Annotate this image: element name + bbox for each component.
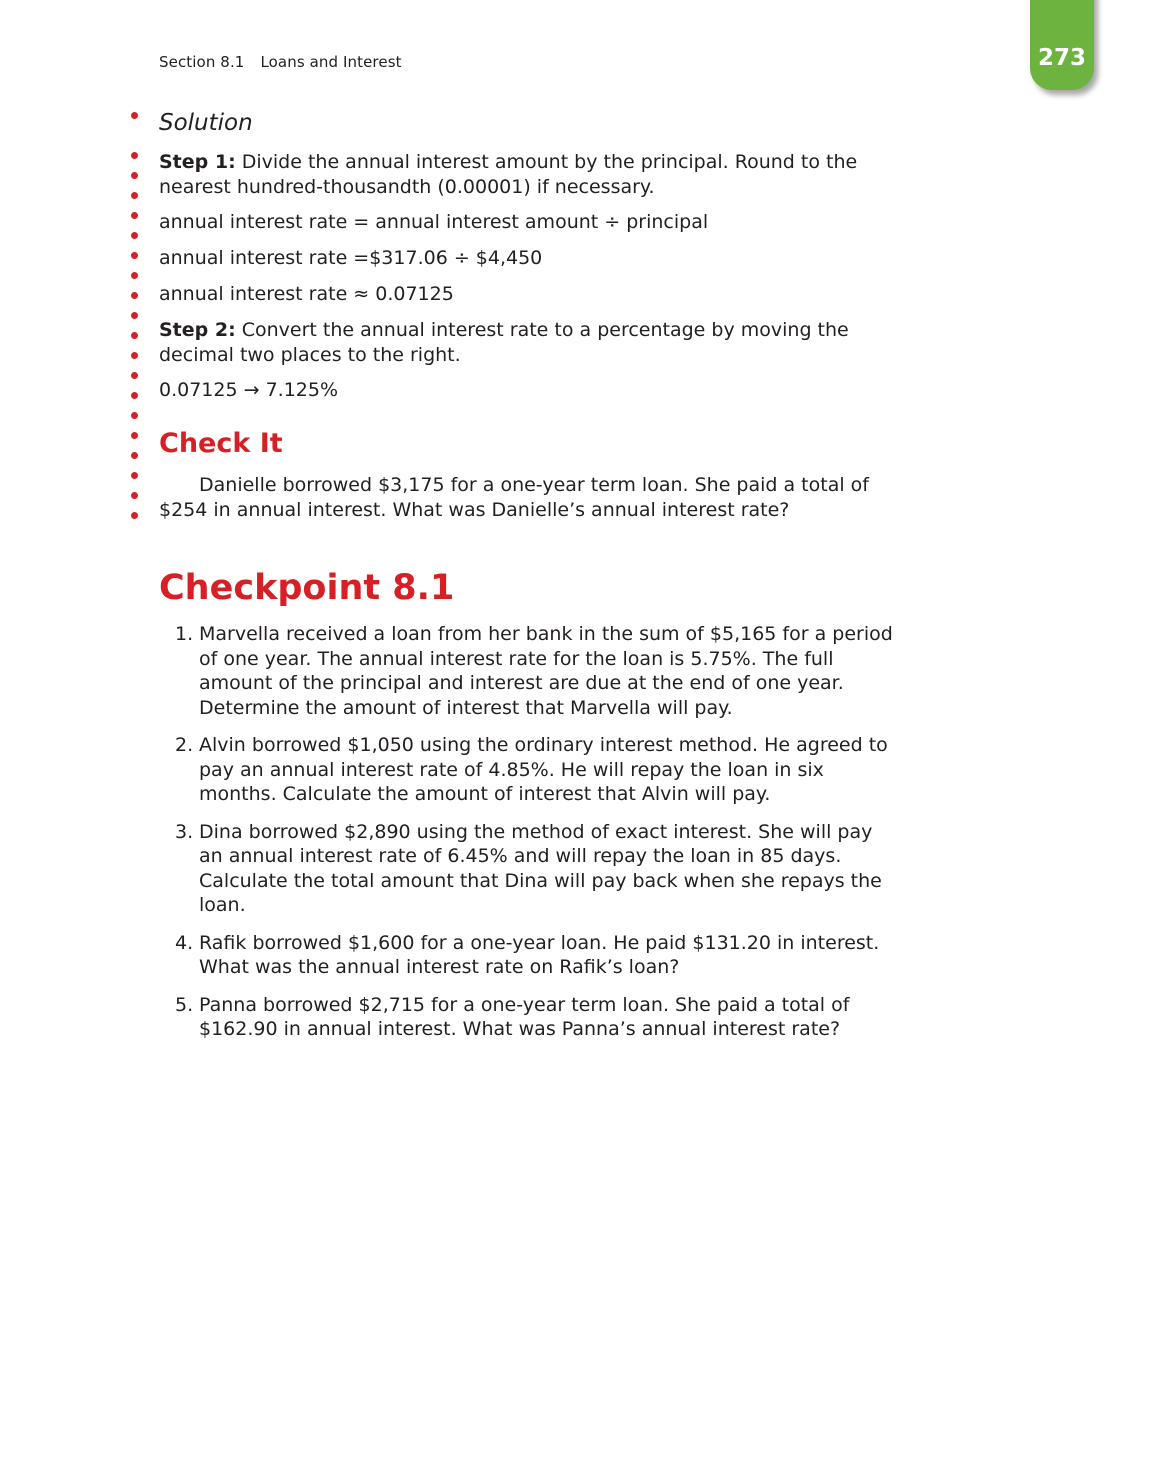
margin-dot	[131, 492, 138, 499]
margin-dot	[131, 192, 138, 199]
margin-dot	[131, 332, 138, 339]
check-it-heading: Check It	[159, 428, 283, 459]
solution-step2	[159, 318, 889, 367]
margin-dot	[131, 252, 138, 259]
margin-dot	[131, 392, 138, 399]
item-text: Panna borrowed $2,715 for a one-year term loan. She paid a total of $162.90 in annual interest. What was Panna’s annual interest rate?	[199, 993, 850, 1040]
item-number: 2.	[175, 734, 194, 756]
margin-dot	[131, 512, 138, 519]
list-item	[175, 993, 895, 1042]
item-number: 1.	[175, 623, 194, 645]
margin-dot	[131, 372, 138, 379]
solution-heading: Solution	[159, 110, 253, 136]
step2-text: Convert the annual interest rate to a percentage by moving the decimal two places to the right.	[159, 319, 849, 366]
solution-line-2: annual interest rate =$317.06 ÷ $4,450	[159, 247, 543, 269]
list-item	[175, 931, 895, 980]
checkpoint-heading: Checkpoint 8.1	[159, 568, 455, 608]
item-number: 3.	[175, 820, 194, 843]
margin-dot	[131, 172, 138, 179]
list-item	[175, 733, 895, 807]
margin-dot	[131, 212, 138, 219]
margin-dot	[131, 472, 138, 479]
list-item	[175, 820, 895, 918]
step2-label: Step 2:	[159, 319, 236, 341]
solution-line-1: annual interest rate = annual interest amount ÷ principal	[159, 211, 709, 233]
checkpoint-list	[175, 622, 895, 1055]
solution-step1	[159, 150, 889, 199]
margin-dot	[131, 152, 138, 159]
check-it-text	[159, 473, 871, 522]
list-item	[175, 622, 895, 720]
item-text: Marvella received a loan from her bank in the sum of $5,165 for a period of one year. The annual interest rate for the loan is 5.75%. The full amount of the principal and interest are due at the end of one year. Determine the amount of interest that Marvella will pay.	[199, 623, 893, 719]
solution-line-3: annual interest rate ≈ 0.07125	[159, 283, 454, 305]
item-text: Dina borrowed $2,890 using the method of exact interest. She will pay an annual interest rate of 6.45% and will repay the loan in 85 days. Calculate the total amount that Dina will pay back when she repays the loan.	[199, 820, 882, 916]
item-number: 4.	[175, 931, 194, 954]
margin-dot	[131, 312, 138, 319]
item-text: Rafik borrowed $1,600 for a one-year loan. He paid $131.20 in interest. What was the annual interest rate on Rafik’s loan?	[199, 931, 880, 978]
step1-label: Step 1:	[159, 151, 236, 173]
check-it-paragraph: Danielle borrowed $3,175 for a one-year term loan. She paid a total of $254 in annual interest. What was Danielle’s annual interest rate?	[159, 474, 869, 521]
item-number: 5.	[175, 993, 194, 1016]
running-header	[159, 53, 402, 71]
solution-line-4: 0.07125 → 7.125%	[159, 379, 339, 401]
section-number: Section 8.1	[159, 53, 245, 71]
margin-dot	[131, 292, 138, 299]
margin-dot	[131, 272, 138, 279]
margin-dot	[131, 412, 138, 419]
item-text: Alvin borrowed $1,050 using the ordinary interest method. He agreed to pay an annual interest rate of 4.85%. He will repay the loan in six months. Calculate the amount of interest that Alvin will pay.	[199, 734, 888, 805]
margin-dot	[131, 112, 138, 119]
margin-dot	[131, 352, 138, 359]
page-number: 273	[1037, 45, 1086, 71]
section-title: Loans and Interest	[260, 53, 402, 71]
margin-dot	[131, 232, 138, 239]
step1-text: Divide the annual interest amount by the principal. Round to the nearest hundred-thousandth (0.00001) if necessary.	[159, 151, 858, 198]
margin-dot	[131, 432, 138, 439]
margin-dot	[131, 452, 138, 459]
